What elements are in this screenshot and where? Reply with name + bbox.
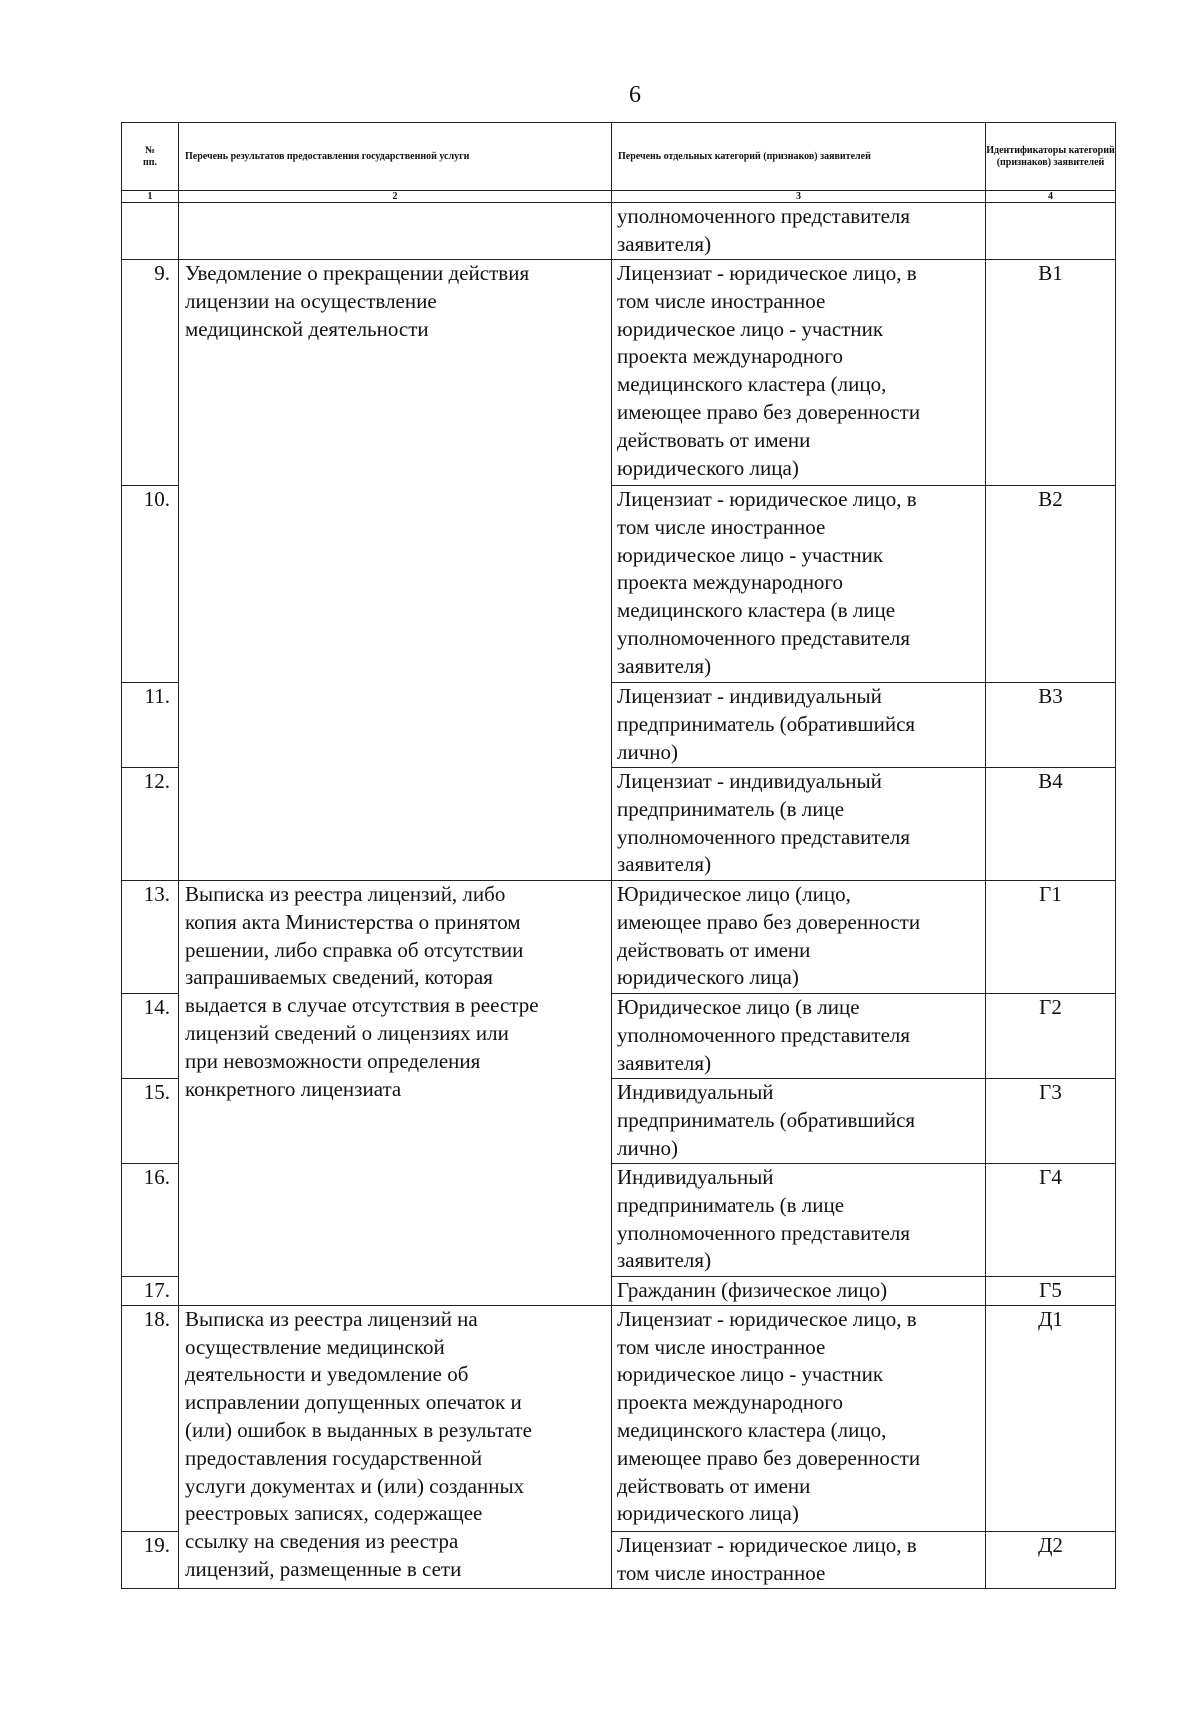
result-cell <box>179 203 612 260</box>
row-number-cell <box>122 1305 179 1531</box>
identifier-text: В4 <box>1038 769 1063 793</box>
identifier-cell <box>986 881 1116 994</box>
identifier-cell <box>986 1079 1116 1164</box>
category-text: Юридическое лицо (лицо, имеющее право без доверенности действовать от имени юридического лица) <box>617 882 921 990</box>
result-text: Уведомление о прекращении действия лицензии на осуществление медицинской деятельности <box>185 261 530 341</box>
header-number: № пп. <box>122 123 179 191</box>
category-text: Лицензиат - юридическое лицо, в том числе иностранное юридическое лицо - участник проекта международного медицинского кластера (в лице уполномоченного представителя заявителя) <box>617 487 917 678</box>
row-number-cell <box>122 1079 179 1164</box>
identifier-cell <box>986 994 1116 1079</box>
row-number-cell <box>122 881 179 994</box>
header-categories: Перечень отдельных категорий (признаков) заявителей <box>612 123 986 191</box>
identifier-text: Г1 <box>1039 882 1062 906</box>
services-table <box>121 122 1116 1589</box>
identifier-text: Д1 <box>1038 1306 1063 1331</box>
category-text: Лицензиат - индивидуальный предприниматель (в лице уполномоченного представителя заявителя) <box>617 769 911 877</box>
row-number: 13. <box>143 882 170 906</box>
identifier-text: Г3 <box>1039 1080 1062 1104</box>
identifier-text: Д2 <box>1038 1532 1063 1557</box>
identifier-cell <box>986 1164 1116 1277</box>
row-number-cell <box>122 260 179 486</box>
category-cell <box>612 260 986 486</box>
category-cell <box>612 768 986 881</box>
row-number: 11. <box>144 684 170 708</box>
category-cell <box>612 683 986 768</box>
table-row <box>122 203 1116 260</box>
category-cell <box>612 1164 986 1277</box>
row-number: 19. <box>143 1532 170 1557</box>
identifier-text: Г2 <box>1039 995 1062 1019</box>
row-number-cell <box>122 203 179 260</box>
identifier-cell <box>986 1305 1116 1531</box>
row-number: 17. <box>143 1278 170 1302</box>
category-cell <box>612 1079 986 1164</box>
table-header-row <box>122 123 1116 191</box>
column-number: 2 <box>179 191 612 203</box>
identifier-cell <box>986 203 1116 260</box>
category-cell <box>612 881 986 994</box>
row-number: 14. <box>143 995 170 1019</box>
category-text: Лицензиат - юридическое лицо, в том числе иностранное <box>617 1532 917 1585</box>
category-cell <box>612 203 986 260</box>
column-number: 3 <box>612 191 986 203</box>
result-cell <box>179 881 612 1306</box>
header-identifiers: Идентификаторы категорий (признаков) заявителей <box>986 123 1116 191</box>
row-number: 16. <box>143 1165 170 1189</box>
category-text: Лицензиат - индивидуальный предприниматель (обратившийся лично) <box>617 684 916 764</box>
row-number: 9. <box>154 261 170 285</box>
column-number-row <box>122 191 1116 203</box>
table-row <box>122 881 1116 994</box>
header-results: Перечень результатов предоставления государственной услуги <box>179 123 612 191</box>
identifier-cell <box>986 486 1116 683</box>
category-cell <box>612 1277 986 1306</box>
row-number-cell <box>122 1277 179 1306</box>
row-number-cell <box>122 486 179 683</box>
row-number: 15. <box>143 1080 170 1104</box>
table-row <box>122 260 1116 486</box>
row-number-cell <box>122 1531 179 1588</box>
row-number-cell <box>122 994 179 1079</box>
category-text: Лицензиат - юридическое лицо, в том числе иностранное юридическое лицо - участник проекта международного медицинского кластера (лицо, имеющее право без доверенности действовать от имени юридического лица) <box>617 1306 921 1526</box>
row-number-cell <box>122 683 179 768</box>
identifier-text: Г4 <box>1039 1165 1062 1189</box>
page-number: 6 <box>629 82 641 108</box>
category-text: Лицензиат - юридическое лицо, в том числе иностранное юридическое лицо - участник проекта международного медицинского кластера (лицо, имеющее право без доверенности действовать от имени юридического лица) <box>617 261 921 480</box>
identifier-cell <box>986 768 1116 881</box>
row-number-cell <box>122 768 179 881</box>
column-number: 1 <box>122 191 179 203</box>
result-text: Выписка из реестра лицензий на осуществление медицинской деятельности и уведомление об исправлении допущенных опечаток и (или) ошибок в выданных в результате предоставления государственной услуги документах и (или) созданных реестровых записях, содержащее ссылку на сведения из реестра лицензий, размещенные в сети <box>185 1306 532 1581</box>
identifier-text: Г5 <box>1039 1278 1062 1302</box>
identifier-cell <box>986 1531 1116 1588</box>
category-cell <box>612 994 986 1079</box>
result-cell <box>179 260 612 881</box>
category-text: Индивидуальный предприниматель (в лице уполномоченного представителя заявителя) <box>617 1165 911 1273</box>
identifier-text: В1 <box>1038 261 1063 285</box>
identifier-cell <box>986 683 1116 768</box>
category-cell <box>612 1305 986 1531</box>
row-number: 18. <box>143 1306 170 1331</box>
identifier-text: В3 <box>1038 684 1063 708</box>
identifier-text: В2 <box>1038 487 1063 511</box>
category-text: Индивидуальный предприниматель (обратившийся лично) <box>617 1080 916 1160</box>
identifier-cell <box>986 260 1116 486</box>
row-number: 10. <box>143 487 170 511</box>
row-number-cell <box>122 1164 179 1277</box>
row-number: 12. <box>143 769 170 793</box>
result-text: Выписка из реестра лицензий, либо копия акта Министерства о принятом решении, либо справка об отсутствии запрашиваемых сведений, которая выдается в случае отсутствия в реестре лицензий сведений о лицензиях или при невозможности определения конкретного лицензиата <box>185 882 539 1101</box>
category-cell <box>612 1531 986 1588</box>
identifier-cell <box>986 1277 1116 1306</box>
category-text: Гражданин (физическое лицо) <box>617 1278 888 1302</box>
category-text: уполномоченного представителя заявителя) <box>617 204 911 256</box>
table-row <box>122 1305 1116 1531</box>
category-text: Юридическое лицо (в лице уполномоченного представителя заявителя) <box>617 995 911 1075</box>
result-cell <box>179 1305 612 1588</box>
column-number: 4 <box>986 191 1116 203</box>
category-cell <box>612 486 986 683</box>
